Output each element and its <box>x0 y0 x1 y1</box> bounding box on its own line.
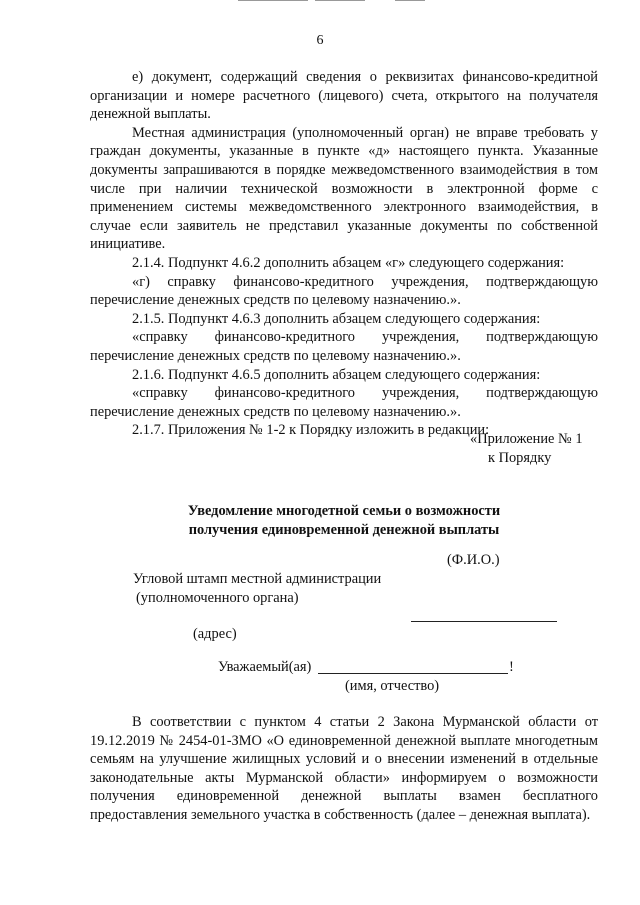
top-edge-line <box>315 0 365 1</box>
amendment-text <box>90 68 598 440</box>
top-edge-line <box>395 0 425 1</box>
recipient-underline <box>411 621 557 622</box>
paragraph-admin: Местная администрация (уполномоченный орган) не вправе требовать у граждан документы, указанные в пункте «д» настоящего пункта. Указанные документы запрашиваются в порядке межведомственного взаимодействия в том числе при наличии технической возможности в электронной форме с применением системы межведомственного электронного взаимодействия, в случае если заявитель не представил указанные документы по собственной инициативе. <box>90 124 598 253</box>
name-hint: (имя, отчество) <box>345 678 440 694</box>
notification-body <box>90 713 598 825</box>
paragraph-2-1-4: 2.1.4. Подпункт 4.6.2 дополнить абзацем «г» следующего содержания: <box>132 254 565 271</box>
document-title <box>90 502 598 540</box>
greeting-exclamation: ! <box>509 659 514 675</box>
top-edge-line <box>238 0 308 1</box>
paragraph-2-1-6: 2.1.6. Подпункт 4.6.5 дополнить абзацем следующего содержания: <box>132 366 541 383</box>
appendix-line-2: к Порядку <box>488 449 552 466</box>
stamp-label-line-1: Угловой штамп местной администрации <box>133 571 382 587</box>
stamp-label-line-2: (уполномоченного органа) <box>136 590 299 606</box>
paragraph-2-1-7: 2.1.7. Приложения № 1-2 к Порядку изложить в редакции: <box>132 422 490 439</box>
appendix-header <box>470 430 583 467</box>
title-line-1: Уведомление многодетной семьи о возможности <box>187 503 501 519</box>
greeting-label: Уважаемый(ая) <box>218 659 312 675</box>
appendix-line-1: «Приложение № 1 <box>470 431 583 447</box>
name-underline <box>318 673 508 674</box>
fio-label: (Ф.И.О.) <box>447 552 500 568</box>
paragraph-e: е) документ, содержащий сведения о реквизитах финансово-кредитной организации и номере расчетного (лицевого) счета, открытого на получателя денежной выплаты. <box>90 69 598 123</box>
paragraph-2-1-5-text: «справку финансово-кредитного учреждения, подтверждающую перечисление денежных средств по целевому назначению.». <box>90 329 598 364</box>
paragraph-2-1-4-text: «г) справку финансово-кредитного учреждения, подтверждающую перечисление денежных средств по целевому назначению.». <box>90 273 598 309</box>
paragraph-2-1-5: 2.1.5. Подпункт 4.6.3 дополнить абзацем следующего содержания: <box>132 310 541 327</box>
paragraph-2-1-6-text: «справку финансово-кредитного учреждения, подтверждающую перечисление денежных средств по целевому назначению.». <box>90 385 598 420</box>
notification-paragraph: В соответствии с пунктом 4 статьи 2 Закона Мурманской области от 19.12.2019 № 2454-01-ЗМО «О единовременной денежной выплате многодетным семьям на улучшение жилищных условий и о внесении изменений в отдельные законодательные акты Мурманской области» информируем о возможности получения единовременной денежной выплаты взамен бесплатного предоставления земельного участка в собственность (далее – денежная выплата). <box>90 714 598 823</box>
title-line-2: получения единовременной денежной выплаты <box>188 522 500 538</box>
address-label: (адрес) <box>193 626 237 642</box>
page-number: 6 <box>316 33 324 48</box>
